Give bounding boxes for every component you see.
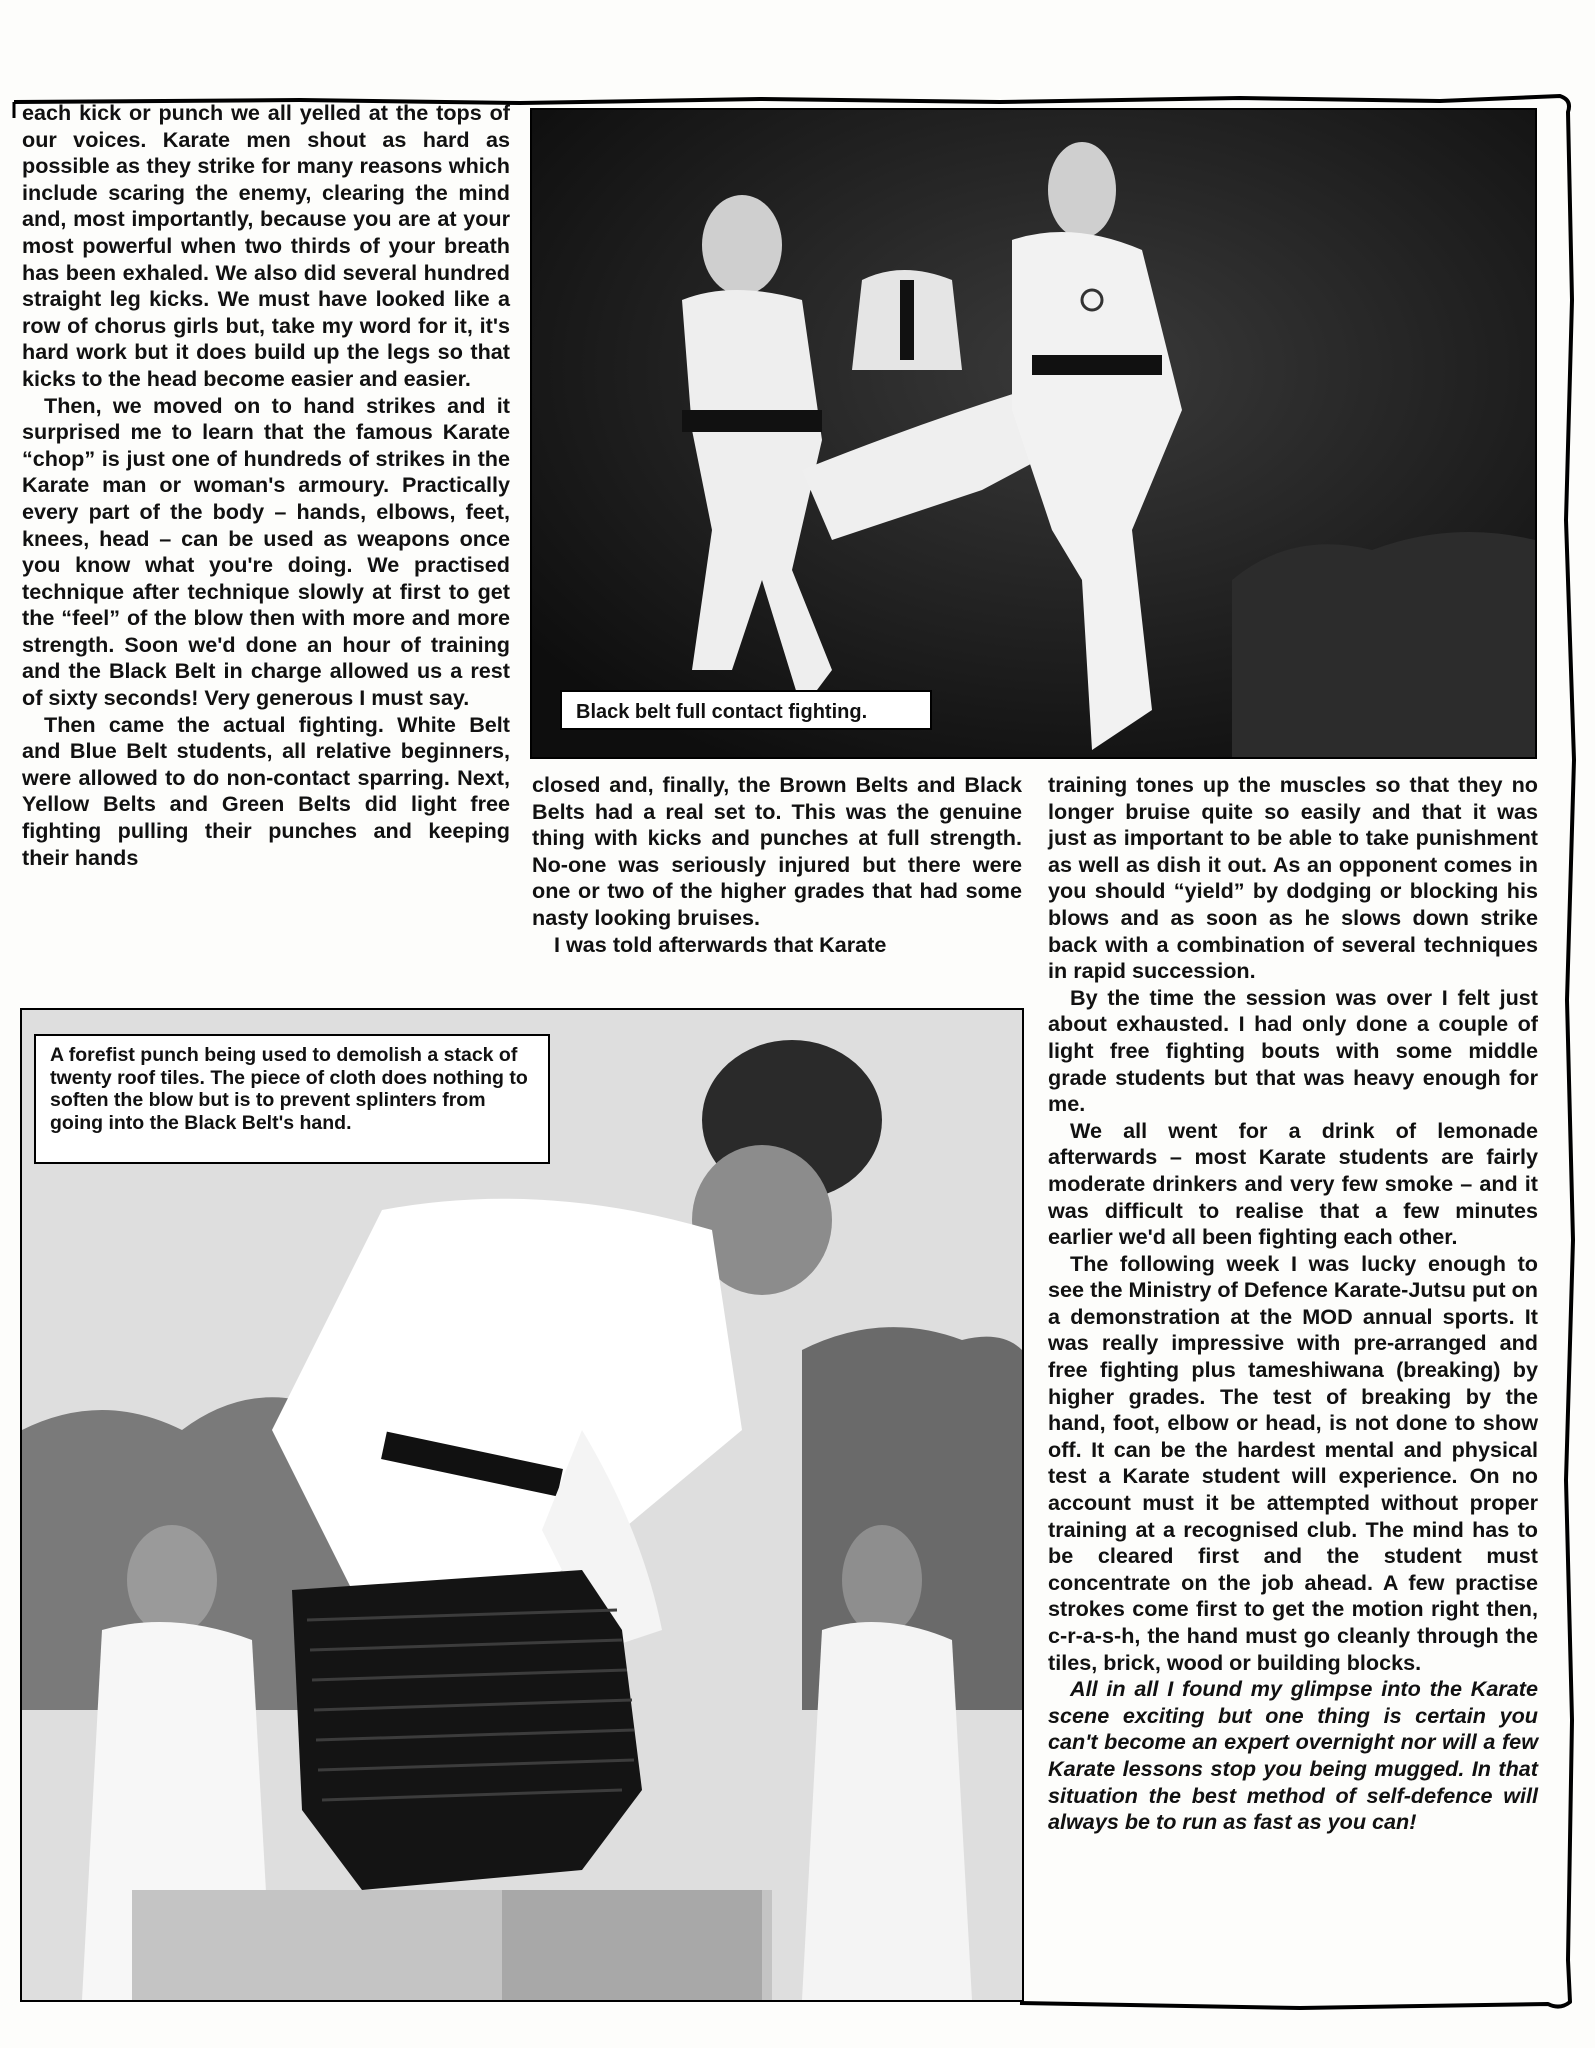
paragraph: I was told afterwards that Karate xyxy=(554,931,887,957)
paragraph: training tones up the muscles so that they no longer bruise quite so easily and that it was just as important to be able to take punishment as well as dish it out. As an opponent comes in you should “yield” by dodging or blocking his blows and as soon as he slows down strike back with a combination of several techniques in rapid succession. xyxy=(1048,772,1538,984)
article-column-1 xyxy=(22,100,510,871)
paragraph-conclusion: All in all I found my glimpse into the Karate scene exciting but one thing is certain you can't become an expert overnight nor will a few Karate lessons stop you being mugged. In that situation the best method of self-defence will always be to run as fast as you can! xyxy=(1048,1676,1538,1835)
paragraph: Then, we moved on to hand strikes and it surprised me to learn that the famous Karate “chop” is just one of hundreds of strikes in the Karate man or woman's armoury. Practically every part of the body – hands, elbows, feet, knees, head – can be used as weapons once you know what you're doing. We practised technique after technique slowly at first to get the “feel” of the blow then with more and more strength. Soon we'd done an hour of training and the Black Belt in charge allowed us a rest of sixty seconds! Very generous I must say. xyxy=(22,392,510,711)
paragraph: each kick or punch we all yelled at the tops of our voices. Karate men shout as hard as possible as they strike for many reasons which include scaring the enemy, clearing the mind and, most importantly, because you are at your most powerful when two thirds of your breath has been exhaled. We also did several hundred straight leg kicks. We must have looked like a row of chorus girls but, take my word for it, it's hard work but it does build up the legs so that kicks to the head become easier and easier. xyxy=(22,100,510,391)
photo-full-contact-fighting xyxy=(530,108,1537,759)
photo-caption-bottom: A forefist punch being used to demolish a stack of twenty roof tiles. The piece of cloth does nothing to soften the blow but is to prevent splinters from going into the Black Belt's hand. xyxy=(34,1034,550,1164)
paragraph: closed and, finally, the Brown Belts and Black Belts had a real set to. This was the genuine thing with kicks and punches at full strength. No-one was seriously injured but there were one or two of the higher grades that had some nasty looking bruises. xyxy=(532,772,1022,930)
article-column-2 xyxy=(532,772,1022,958)
paragraph: We all went for a drink of lemonade afterwards – most Karate students are fairly moderate drinkers and very few smoke – and it was difficult to realise that a few minutes earlier we'd all been fighting each other. xyxy=(1048,1117,1538,1250)
paragraph: By the time the session was over I felt just about exhausted. I had only done a couple of light free fighting bouts with some middle grade students but that was heavy enough for me. xyxy=(1048,984,1538,1117)
article-column-3 xyxy=(1048,772,1538,1836)
paragraph: The following week I was lucky enough to see the Ministry of Defence Karate-Jutsu put on a demonstration at the MOD annual sports. It was really impressive with pre-arranged and free fighting plus tameshiwana (breaking) by higher grades. The test of breaking by the hand, foot, elbow or head, is not done to show off. It can be the hardest mental and physical test a Karate student will experience. On no account must it be attempted without proper training at a recognised club. The mind has to be cleared first and the student must concentrate on the job ahead. A few practise strokes come first to get the motion right then, c-r-a-s-h, the hand must go cleanly through the tiles, brick, wood or building blocks. xyxy=(1048,1250,1538,1675)
photo-caption-top: Black belt full contact fighting. xyxy=(560,690,932,730)
photo-fighters-illustration xyxy=(532,110,1535,757)
paragraph: Then came the actual fighting. White Belt and Blue Belt students, all relative beginners, were allowed to do non-contact sparring. Next, Yellow Belts and Green Belts did light free fighting pulling their punches and keeping their hands xyxy=(22,711,510,870)
